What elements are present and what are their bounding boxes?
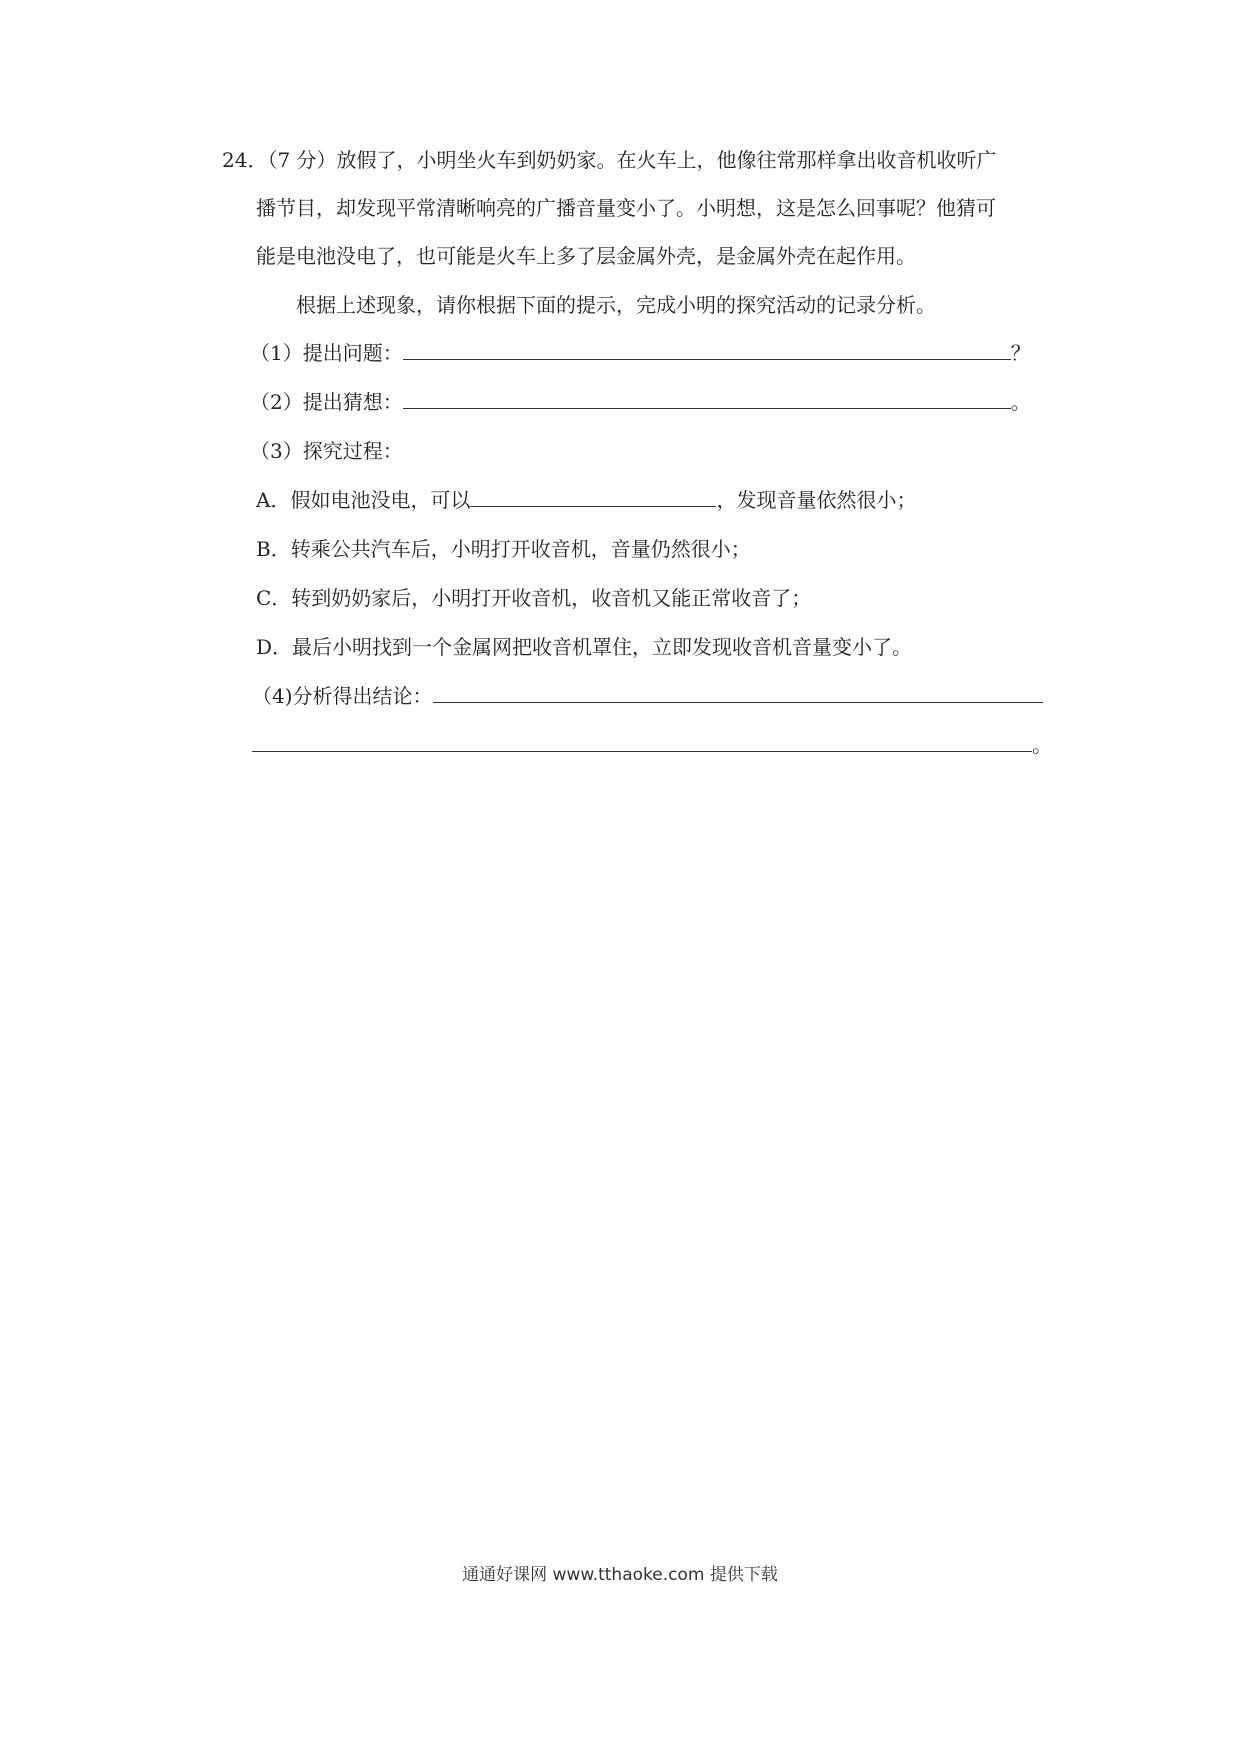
question-text-2: 播节目，却发现平常清晰响亮的广播音量变小了。小明想，这是怎么回事呢？他猜可 <box>256 196 996 220</box>
step-b-row <box>256 535 751 563</box>
part-1-label: （1）提出问题： <box>250 341 403 365</box>
instruction-text: 根据上述现象，请你根据下面的提示，完成小明的探究活动的记录分析。 <box>296 293 936 317</box>
question-points: （7 分） <box>267 148 337 172</box>
step-a-row <box>256 486 916 514</box>
question-line-3 <box>256 242 916 270</box>
question-line-2 <box>256 194 996 222</box>
question-text-1: 放假了，小明坐火车到奶奶家。在火车上，他像往常那样拿出收音机收听广 <box>336 148 997 172</box>
part-2-row <box>250 388 1031 416</box>
footer-text: 通通好课网 www.tthaoke.com 提供下载 <box>462 1565 778 1585</box>
part-4-answer-blank-1[interactable] <box>433 682 1043 703</box>
step-c-text: C．转到奶奶家后，小明打开收音机，收音机又能正常收音了； <box>256 586 812 610</box>
step-a-prefix: A．假如电池没电，可以 <box>256 488 471 512</box>
step-d-row <box>256 633 912 661</box>
part-4-row <box>252 682 1043 710</box>
step-b-text: B．转乘公共汽车后，小明打开收音机，音量仍然很小； <box>256 537 751 561</box>
part-4-label: （4)分析得出结论： <box>252 684 433 708</box>
part-4-end: 。 <box>1032 733 1052 757</box>
part-3-label: （3）探究过程： <box>250 439 403 463</box>
part-4-continuation-row <box>252 731 1052 759</box>
part-1-end: ？ <box>1010 341 1031 365</box>
part-4-answer-blank-2[interactable] <box>252 731 1032 752</box>
part-2-end: 。 <box>1010 390 1031 414</box>
step-a-suffix: ，发现音量依然很小； <box>716 488 917 512</box>
step-a-answer-blank[interactable] <box>470 486 716 507</box>
question-number: 24． <box>222 148 268 172</box>
part-1-answer-blank[interactable] <box>403 339 1011 360</box>
question-text-3: 能是电池没电了，也可能是火车上多了层金属外壳，是金属外壳在起作用。 <box>256 244 916 268</box>
step-d-text: D．最后小明找到一个金属网把收音机罩住，立即发现收音机音量变小了。 <box>256 635 913 659</box>
part-1-row <box>250 339 1031 367</box>
instruction-line <box>296 291 936 319</box>
part-2-label: （2）提出猜想： <box>250 390 403 414</box>
question-line-1 <box>222 146 997 174</box>
part-2-answer-blank[interactable] <box>403 388 1011 409</box>
page-footer <box>0 1560 1240 1585</box>
step-c-row <box>256 584 811 612</box>
part-3-row <box>250 437 403 465</box>
